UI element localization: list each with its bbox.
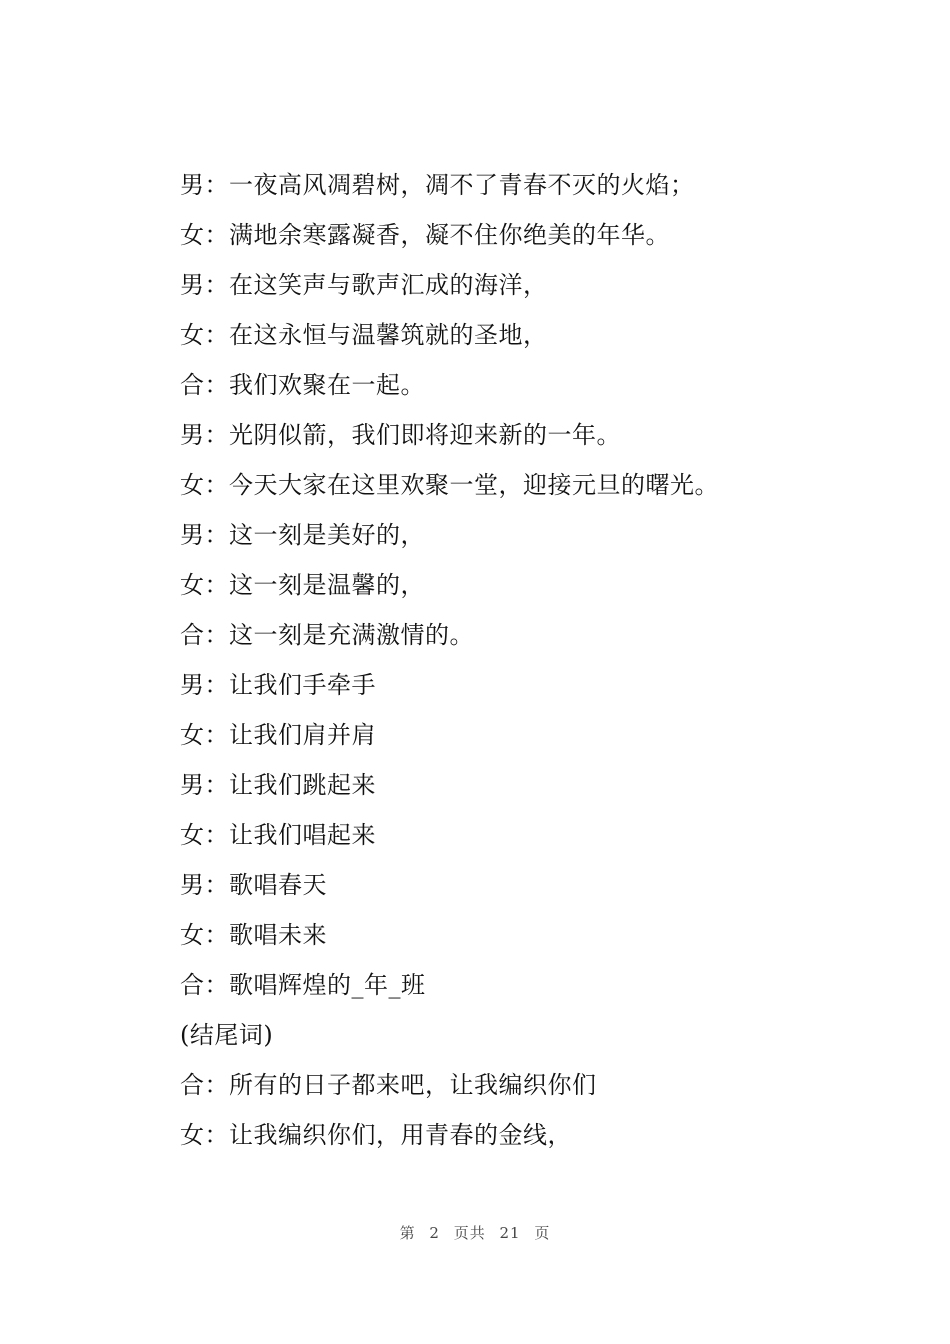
- page-footer: [0, 1222, 950, 1243]
- script-line: 女：这一刻是温馨的，: [180, 571, 425, 599]
- script-line: 男：这一刻是美好的，: [180, 521, 425, 549]
- script-body: [180, 160, 880, 1160]
- page-total: 21: [499, 1224, 521, 1242]
- script-line: 女：让我编织你们，用青春的金线，: [180, 1121, 572, 1149]
- section-heading: (结尾词): [180, 1021, 274, 1049]
- script-line: 女：让我们肩并肩: [180, 721, 376, 749]
- script-line: 合：我们欢聚在一起。: [180, 371, 425, 399]
- script-line: 女：满地余寒露凝香，凝不住你绝美的年华。: [180, 221, 670, 249]
- page-mid: 页共: [453, 1224, 486, 1242]
- script-line: 男：一夜高风凋碧树，凋不了青春不灭的火焰；: [180, 171, 695, 199]
- script-line: 女：歌唱未来: [180, 921, 327, 949]
- script-line: 男：在这笑声与歌声汇成的海洋，: [180, 271, 548, 299]
- script-line: 合：这一刻是充满激情的。: [180, 621, 474, 649]
- script-line: 女：让我们唱起来: [180, 821, 376, 849]
- page-number: 2: [429, 1224, 440, 1242]
- script-line: 合：歌唱辉煌的_年_班: [180, 971, 426, 999]
- script-line: 男：光阴似箭，我们即将迎来新的一年。: [180, 421, 621, 449]
- script-line: 女：今天大家在这里欢聚一堂，迎接元旦的曙光。: [180, 471, 719, 499]
- script-line: 女：在这永恒与温馨筑就的圣地，: [180, 321, 548, 349]
- script-line: 合：所有的日子都来吧，让我编织你们: [180, 1071, 597, 1099]
- script-line: 男：让我们手牵手: [180, 671, 376, 699]
- page-prefix: 第: [399, 1224, 416, 1242]
- page-suffix: 页: [534, 1224, 551, 1242]
- script-line: 男：让我们跳起来: [180, 771, 376, 799]
- script-line: 男：歌唱春天: [180, 871, 327, 899]
